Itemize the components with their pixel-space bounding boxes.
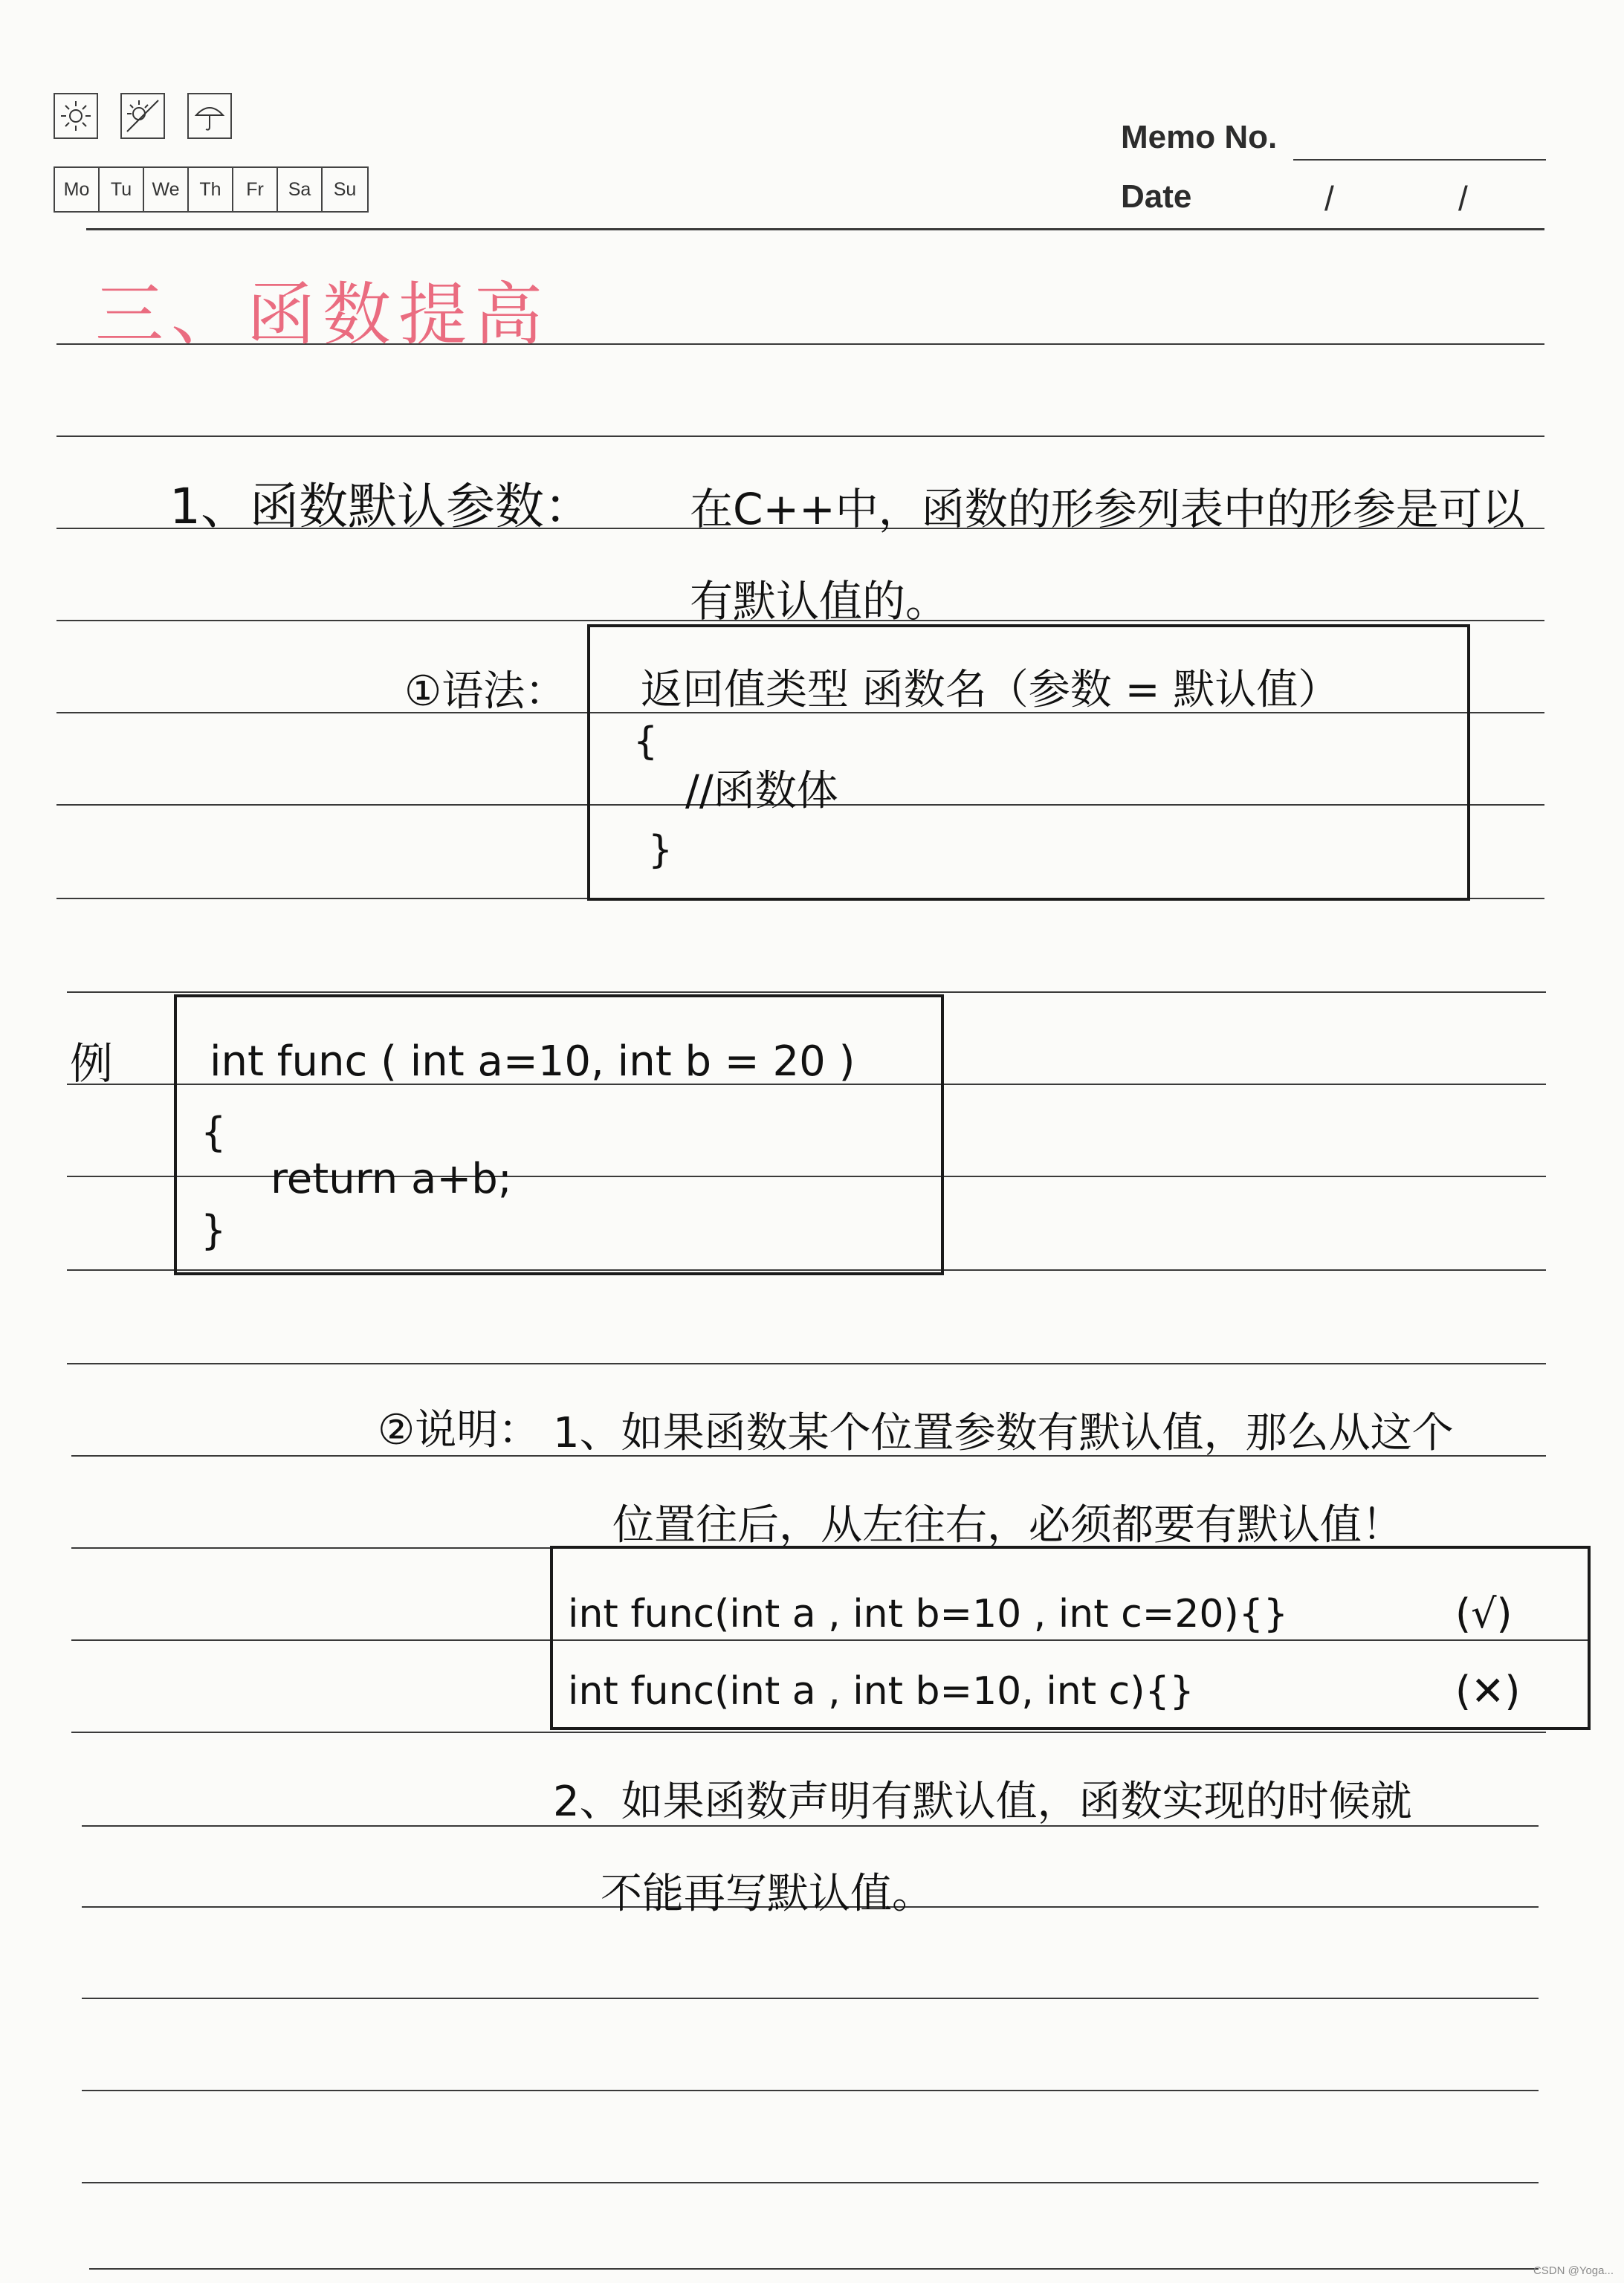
check-mark: (√) — [1455, 1590, 1513, 1637]
day-th: Th — [189, 168, 233, 211]
date-slash-2: / — [1458, 179, 1468, 218]
watermark: CSDN @Yoga... — [1533, 2264, 1614, 2277]
note1-line1: 1、如果函数某个位置参数有默认值，那么从这个 — [553, 1409, 1454, 1457]
day-tu: Tu — [100, 168, 144, 211]
day-mo: Mo — [55, 168, 100, 211]
day-fr: Fr — [233, 168, 278, 211]
note2-line2: 不能再写默认值。 — [601, 1870, 934, 1918]
example-code-line-4: } — [201, 1207, 227, 1254]
example-code-line-2: { — [201, 1109, 227, 1156]
syntax-line-4: } — [648, 828, 673, 872]
note2-line1: 2、如果函数声明有默认值，函数实现的时候就 — [553, 1778, 1412, 1826]
example-code-line-3: return a+b; — [271, 1155, 512, 1203]
section1-desc-line1: 在C++中，函数的形参列表中的形参是可以 — [690, 484, 1525, 534]
cross-mark: (✕) — [1455, 1668, 1521, 1714]
weekday-selector — [54, 166, 369, 213]
partly-cloudy-icon — [120, 93, 165, 139]
section1-desc-line2: 有默认值的。 — [690, 576, 949, 626]
notes-code-box — [550, 1546, 1591, 1730]
memo-label: Memo No. — [1121, 119, 1278, 155]
example-label: 例 — [70, 1038, 114, 1089]
syntax-line-1: 返回值类型 函数名（参数 = 默认值） — [641, 666, 1340, 714]
note1-line2: 位置往后，从左往右，必须都要有默认值！ — [612, 1501, 1403, 1549]
page-title: 三、函数提高 — [95, 275, 551, 354]
example-code-line-1: int func ( int a=10, int b = 20 ) — [210, 1037, 855, 1086]
notes-code-line-1: int func(int a , int b=10 , int c=20){} — [568, 1592, 1288, 1636]
syntax-line-2: { — [633, 719, 659, 764]
example-code-box — [174, 994, 944, 1275]
syntax-label: ①语法： — [404, 667, 567, 716]
syntax-box — [587, 624, 1470, 901]
day-sa: Sa — [278, 168, 323, 211]
memo-line — [1293, 159, 1546, 161]
day-we: We — [144, 168, 189, 211]
syntax-line-3: //函数体 — [685, 767, 838, 815]
notes-code-line-2: int func(int a , int b=10, int c){} — [568, 1669, 1194, 1714]
section1-heading: 1、函数默认参数： — [169, 478, 593, 535]
date-label: Date — [1121, 178, 1192, 215]
umbrella-icon — [187, 93, 232, 139]
sun-icon — [54, 93, 98, 139]
notes-label: ②说明： — [378, 1406, 540, 1454]
day-su: Su — [333, 178, 357, 200]
date-slash-1: / — [1324, 179, 1334, 218]
notes-box-divider — [553, 1639, 1588, 1641]
